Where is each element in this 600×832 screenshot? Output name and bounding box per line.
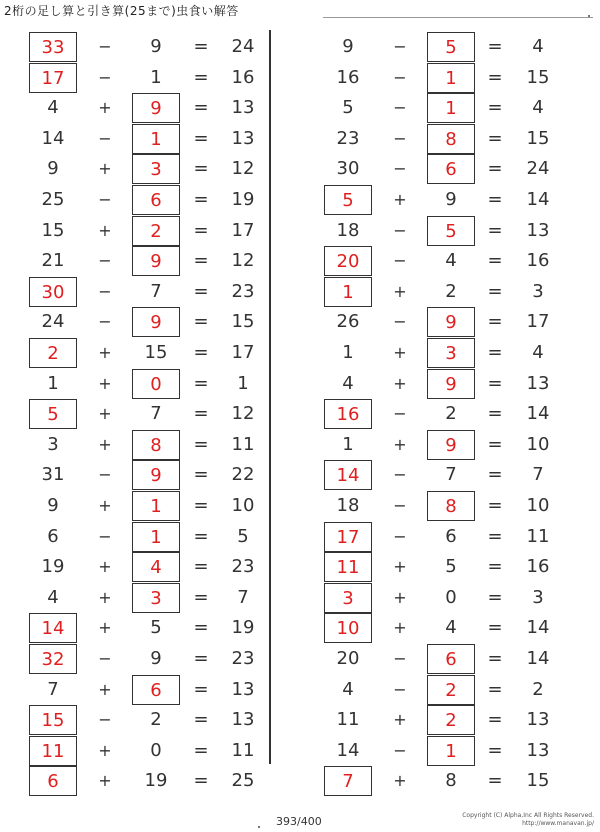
operand: 4 — [342, 372, 354, 394]
result: 3 — [532, 586, 544, 608]
answer-box: 3 — [427, 338, 475, 368]
equation-row — [0, 613, 600, 643]
website-url: http://www.manavan.jp/ — [522, 820, 594, 827]
result: 1 — [237, 372, 249, 394]
operator: − — [393, 679, 407, 699]
operand: 1 — [342, 342, 354, 363]
operand: 2 — [445, 403, 457, 425]
operator: − — [393, 251, 407, 271]
answer-box: 7 — [324, 766, 372, 796]
operator: − — [393, 159, 407, 179]
equation-row — [0, 124, 600, 154]
operator: − — [393, 740, 407, 760]
operand: 2 — [445, 280, 457, 302]
equals-sign: = — [193, 403, 209, 425]
answer-box: 6 — [29, 766, 77, 796]
answer-box: 1 — [324, 277, 372, 307]
operator: + — [393, 434, 407, 454]
result: 23 — [231, 556, 255, 578]
answer-box: 1 — [427, 63, 475, 93]
answer-box: 2 — [29, 338, 77, 368]
operand: 6 — [47, 525, 59, 547]
answer-box: 5 — [427, 216, 475, 246]
answer-box: 3 — [132, 583, 180, 613]
operator: + — [393, 343, 407, 362]
operator: − — [393, 649, 407, 668]
operator: + — [393, 771, 407, 791]
equals-sign: = — [193, 464, 209, 486]
equation-row — [0, 246, 600, 276]
operator: − — [393, 312, 407, 332]
equals-sign: = — [193, 525, 209, 547]
operator: + — [98, 404, 112, 424]
equation-row — [0, 32, 600, 62]
equals-sign: = — [193, 127, 209, 149]
answer-box: 20 — [324, 246, 372, 276]
equation-row — [0, 552, 600, 582]
result: 16 — [526, 556, 550, 578]
answer-box: 5 — [427, 32, 475, 62]
equals-sign: = — [193, 495, 209, 516]
equation-row — [0, 766, 600, 796]
answer-box: 1 — [427, 736, 475, 766]
equals-sign: = — [193, 433, 209, 455]
equals-sign: = — [487, 342, 503, 363]
answer-box: 4 — [132, 552, 180, 582]
equals-sign: = — [193, 342, 209, 363]
equals-sign: = — [193, 158, 209, 180]
result: 23 — [231, 648, 255, 669]
equation-row — [0, 705, 600, 735]
equation-row — [0, 430, 600, 460]
operator: − — [98, 128, 112, 148]
operator: − — [393, 37, 407, 56]
result: 13 — [526, 219, 550, 241]
result: 12 — [231, 403, 255, 425]
answer-box: 2 — [427, 705, 475, 735]
operator: − — [98, 710, 112, 730]
operator: − — [98, 190, 112, 209]
equals-sign: = — [193, 678, 209, 700]
equals-sign: = — [193, 250, 209, 272]
equation-row — [0, 675, 600, 705]
result: 4 — [532, 36, 544, 57]
result: 24 — [231, 36, 255, 57]
operand: 2 — [150, 709, 162, 731]
result: 15 — [526, 770, 550, 792]
operand: 18 — [336, 219, 360, 241]
result: 16 — [526, 250, 550, 272]
operand: 1 — [47, 372, 59, 394]
answer-box: 9 — [427, 430, 475, 460]
equation-row — [0, 399, 600, 429]
operand: 8 — [445, 770, 457, 792]
operand: 5 — [445, 556, 457, 578]
equals-sign: = — [487, 464, 503, 486]
equation-row — [0, 736, 600, 766]
answer-box: 17 — [29, 63, 77, 93]
equals-sign: = — [487, 770, 503, 792]
answer-box: 9 — [427, 369, 475, 399]
equals-sign: = — [193, 709, 209, 731]
answer-box: 9 — [132, 307, 180, 337]
answer-box: 11 — [29, 736, 77, 766]
operator: − — [98, 67, 112, 87]
answer-box: 6 — [132, 185, 180, 215]
operator: + — [98, 343, 112, 362]
equals-sign: = — [193, 648, 209, 669]
answer-box: 9 — [132, 246, 180, 276]
equals-sign: = — [487, 97, 503, 119]
result: 2 — [532, 678, 544, 700]
result: 11 — [526, 525, 550, 547]
result: 15 — [526, 66, 550, 88]
result: 11 — [231, 433, 255, 455]
operator: − — [98, 37, 112, 56]
result: 13 — [231, 709, 255, 731]
operand: 23 — [336, 127, 360, 149]
answer-box: 16 — [324, 399, 372, 429]
equals-sign: = — [193, 556, 209, 578]
equation-row — [0, 277, 600, 307]
result: 13 — [231, 97, 255, 119]
answer-box: 11 — [324, 552, 372, 582]
operand: 30 — [336, 158, 360, 180]
result: 16 — [231, 66, 255, 88]
operand: 3 — [47, 433, 59, 455]
operator: − — [98, 465, 112, 485]
operand: 4 — [445, 617, 457, 639]
result: 13 — [231, 127, 255, 149]
result: 14 — [526, 189, 550, 210]
operator: + — [393, 618, 407, 638]
equals-sign: = — [193, 586, 209, 608]
equals-sign: = — [193, 770, 209, 792]
operand: 21 — [41, 250, 65, 272]
answer-box: 30 — [29, 277, 77, 307]
operator: + — [393, 373, 407, 393]
equals-sign: = — [487, 311, 503, 333]
equals-sign: = — [487, 617, 503, 639]
operator: − — [393, 98, 407, 118]
equation-row — [0, 338, 600, 368]
result: 17 — [231, 219, 255, 241]
result: 7 — [237, 586, 249, 608]
equals-sign: = — [193, 219, 209, 241]
operand: 0 — [150, 739, 162, 761]
operand: 1 — [150, 66, 162, 88]
result: 24 — [526, 158, 550, 180]
operand: 15 — [144, 342, 168, 363]
answer-box: 8 — [132, 430, 180, 460]
operator: − — [98, 649, 112, 668]
equals-sign: = — [487, 127, 503, 149]
equation-row — [0, 93, 600, 123]
operand: 7 — [445, 464, 457, 486]
operand: 1 — [342, 433, 354, 455]
equation-row — [0, 460, 600, 490]
equals-sign: = — [487, 36, 503, 57]
answer-box: 1 — [132, 522, 180, 552]
answer-box: 8 — [427, 124, 475, 154]
equation-row — [0, 185, 600, 215]
operand: 9 — [150, 36, 162, 57]
operator: + — [98, 618, 112, 638]
result: 14 — [526, 403, 550, 425]
result: 13 — [231, 678, 255, 700]
equation-row — [0, 154, 600, 184]
operand: 15 — [41, 219, 65, 241]
result: 10 — [526, 495, 550, 516]
operator: + — [98, 98, 112, 118]
result: 11 — [231, 739, 255, 761]
operand: 25 — [41, 189, 65, 210]
equals-sign: = — [487, 739, 503, 761]
operand: 9 — [47, 495, 59, 516]
equals-sign: = — [193, 66, 209, 88]
operand: 4 — [47, 97, 59, 119]
result: 19 — [231, 617, 255, 639]
equals-sign: = — [487, 648, 503, 669]
operator: − — [393, 526, 407, 546]
answer-box: 9 — [427, 307, 475, 337]
answer-box: 3 — [132, 154, 180, 184]
result: 4 — [532, 97, 544, 119]
result: 5 — [237, 525, 249, 547]
page-number: 393/400 — [276, 815, 322, 828]
operand: 11 — [336, 709, 360, 731]
operator: + — [393, 587, 407, 607]
operand: 24 — [41, 311, 65, 333]
operator: + — [98, 557, 112, 577]
result: 10 — [526, 433, 550, 455]
operator: − — [393, 67, 407, 87]
answer-box: 0 — [132, 369, 180, 399]
operand: 9 — [150, 648, 162, 669]
operator: + — [393, 190, 407, 209]
result: 14 — [526, 648, 550, 669]
operator: − — [98, 251, 112, 271]
answer-box: 17 — [324, 522, 372, 552]
operator: − — [393, 465, 407, 485]
equals-sign: = — [487, 403, 503, 425]
operator: − — [393, 496, 407, 515]
equals-sign: = — [193, 739, 209, 761]
operator: + — [393, 710, 407, 730]
operand: 4 — [342, 678, 354, 700]
operator: + — [98, 434, 112, 454]
equals-sign: = — [487, 280, 503, 302]
operator: − — [98, 526, 112, 546]
equation-row — [0, 522, 600, 552]
equals-sign: = — [193, 36, 209, 57]
operand: 20 — [336, 648, 360, 669]
equation-row — [0, 369, 600, 399]
equals-sign: = — [487, 250, 503, 272]
answer-box: 1 — [132, 491, 180, 521]
result: 25 — [231, 770, 255, 792]
operator: − — [393, 404, 407, 424]
result: 13 — [526, 709, 550, 731]
operand: 16 — [336, 66, 360, 88]
equals-sign: = — [487, 586, 503, 608]
operand: 6 — [445, 525, 457, 547]
operator: − — [98, 281, 112, 301]
operator: + — [393, 281, 407, 301]
operator: − — [98, 312, 112, 332]
result: 19 — [231, 189, 255, 210]
operator: + — [98, 373, 112, 393]
answer-box: 10 — [324, 613, 372, 643]
operand: 9 — [445, 189, 457, 210]
operator: + — [98, 679, 112, 699]
operand: 19 — [41, 556, 65, 578]
equals-sign: = — [487, 158, 503, 180]
operand: 19 — [144, 770, 168, 792]
operand: 4 — [47, 586, 59, 608]
answer-box: 14 — [29, 613, 77, 643]
result: 12 — [231, 250, 255, 272]
result: 3 — [532, 280, 544, 302]
answer-box: 6 — [132, 675, 180, 705]
equals-sign: = — [487, 556, 503, 578]
result: 10 — [231, 495, 255, 516]
answer-box: 32 — [29, 644, 77, 674]
operand: 18 — [336, 495, 360, 516]
answer-box: 3 — [324, 583, 372, 613]
answer-box: 15 — [29, 705, 77, 735]
operand: 9 — [47, 158, 59, 180]
equation-row — [0, 63, 600, 93]
answer-box: 6 — [427, 644, 475, 674]
operand: 26 — [336, 311, 360, 333]
result: 15 — [231, 311, 255, 333]
operator: + — [98, 771, 112, 791]
equals-sign: = — [487, 678, 503, 700]
equals-sign: = — [487, 495, 503, 516]
result: 14 — [526, 617, 550, 639]
answer-box: 5 — [29, 399, 77, 429]
operand: 0 — [445, 586, 457, 608]
page-title: 2桁の足し算と引き算(25まで)虫食い解答 — [4, 4, 239, 18]
equals-sign: = — [487, 189, 503, 210]
operator: + — [98, 220, 112, 240]
result: 22 — [231, 464, 255, 486]
operand: 14 — [41, 127, 65, 149]
answer-box: 6 — [427, 154, 475, 184]
equals-sign: = — [193, 280, 209, 302]
operator: + — [98, 496, 112, 515]
result: 15 — [526, 127, 550, 149]
operand: 5 — [150, 617, 162, 639]
operand: 9 — [342, 36, 354, 57]
result: 7 — [532, 464, 544, 486]
equals-sign: = — [487, 219, 503, 241]
equals-sign: = — [487, 66, 503, 88]
result: 4 — [532, 342, 544, 363]
equation-row — [0, 644, 600, 674]
result: 17 — [526, 311, 550, 333]
equals-sign: = — [487, 525, 503, 547]
operand: 31 — [41, 464, 65, 486]
equation-row — [0, 491, 600, 521]
answer-box: 8 — [427, 491, 475, 521]
operand: 7 — [47, 678, 59, 700]
header-rule — [323, 17, 593, 18]
result: 13 — [526, 739, 550, 761]
copyright-notice — [462, 812, 594, 828]
copyright-line: Copyright (C) Alpha,Inc All Rights Reserved. — [462, 812, 594, 819]
answer-box: 1 — [132, 124, 180, 154]
equals-sign: = — [193, 97, 209, 119]
equals-sign: = — [487, 433, 503, 455]
answer-box: 5 — [324, 185, 372, 215]
corner-dot — [588, 15, 590, 17]
answer-box: 9 — [132, 460, 180, 490]
equation-row — [0, 216, 600, 246]
operand: 14 — [336, 739, 360, 761]
equals-sign: = — [193, 189, 209, 210]
operand: 5 — [342, 97, 354, 119]
answer-box: 1 — [427, 93, 475, 123]
result: 13 — [526, 372, 550, 394]
answer-box: 2 — [132, 216, 180, 246]
operator: − — [393, 128, 407, 148]
operator: + — [98, 740, 112, 760]
equals-sign: = — [193, 372, 209, 394]
equals-sign: = — [193, 617, 209, 639]
result: 12 — [231, 158, 255, 180]
operand: 7 — [150, 403, 162, 425]
equation-row — [0, 307, 600, 337]
equals-sign: = — [487, 372, 503, 394]
operator: + — [98, 159, 112, 179]
equation-row — [0, 583, 600, 613]
equals-sign: = — [193, 311, 209, 333]
answer-box: 9 — [132, 93, 180, 123]
footer-dot — [258, 826, 260, 828]
operator: − — [393, 220, 407, 240]
answer-box: 14 — [324, 460, 372, 490]
answer-box: 33 — [29, 32, 77, 62]
operator: + — [98, 587, 112, 607]
answer-box: 2 — [427, 675, 475, 705]
operand: 4 — [445, 250, 457, 272]
equals-sign: = — [487, 709, 503, 731]
result: 17 — [231, 342, 255, 363]
result: 23 — [231, 280, 255, 302]
operator: + — [393, 557, 407, 577]
operand: 7 — [150, 280, 162, 302]
